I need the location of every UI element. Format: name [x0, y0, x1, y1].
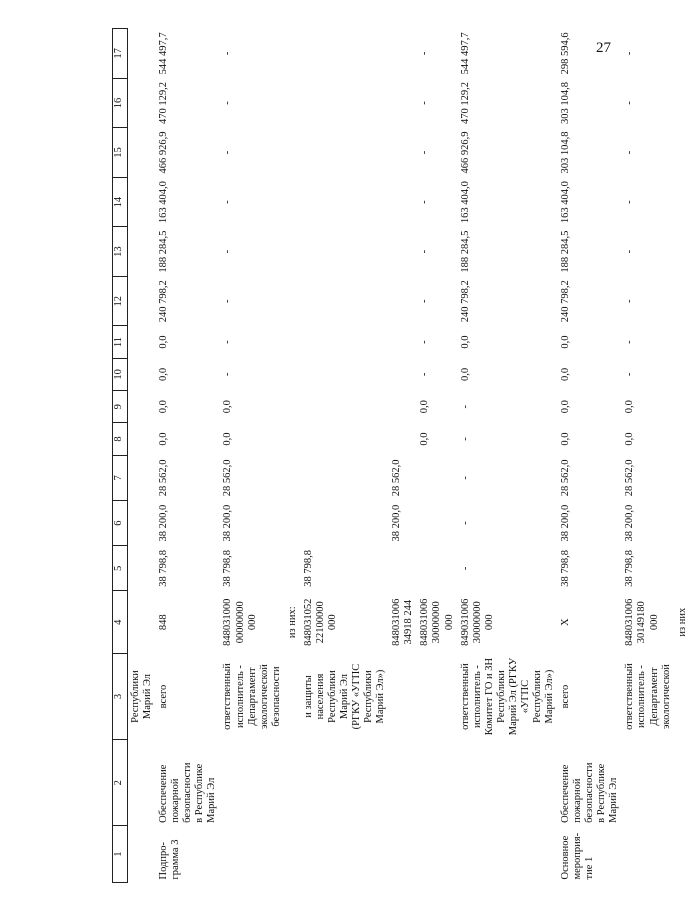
table-cell	[389, 423, 417, 455]
table-cell	[285, 826, 301, 883]
table-cell: X	[560, 618, 572, 626]
table-cell: и защиты населения Республики Марий Эл (РГКУ «УГПС Республики Марий Эл»)	[302, 663, 387, 730]
table-row	[389, 29, 417, 883]
table-cell	[128, 177, 157, 227]
table-cell: -	[419, 200, 431, 204]
table-cell	[675, 78, 691, 128]
table-cell: -	[459, 521, 471, 525]
column-header: 7	[113, 455, 128, 500]
table-cell	[301, 358, 389, 390]
table-cell: 38 798,8	[560, 549, 572, 587]
column-header: 6	[113, 500, 128, 545]
table-cell: 0,0	[624, 400, 636, 414]
table-cell	[301, 227, 389, 277]
table-cell: 848	[158, 614, 170, 631]
table-cell	[285, 227, 301, 277]
table-cell: из них	[676, 607, 688, 637]
table-cell: -	[624, 299, 636, 303]
column-header: 10	[113, 358, 128, 390]
table-cell: 0,0	[222, 400, 234, 414]
table-cell: 0,0	[560, 367, 572, 381]
table-cell: 38 798,8	[158, 549, 170, 587]
table-cell	[285, 128, 301, 178]
table-cell	[128, 826, 157, 883]
table-cell: -	[459, 404, 471, 409]
table-cell	[128, 326, 157, 358]
table-row	[675, 29, 691, 883]
table-cell: -	[419, 340, 431, 344]
table-cell	[285, 29, 301, 79]
table-cell	[220, 740, 284, 826]
table-cell: 0,0	[419, 400, 431, 414]
column-header: 13	[113, 227, 128, 277]
column-header: 8	[113, 423, 128, 455]
table-cell: -	[624, 340, 636, 344]
table-cell	[675, 29, 691, 79]
table-cell	[389, 391, 417, 423]
table-cell: -	[624, 150, 636, 155]
column-header: 15	[113, 128, 128, 178]
table-cell	[301, 423, 389, 455]
table-row	[417, 29, 457, 883]
table-cell: -	[419, 372, 431, 377]
table-wrapper	[112, 0, 688, 893]
table-cell: -	[624, 51, 636, 56]
table-cell: 163 404,0	[459, 181, 471, 224]
table-row	[220, 29, 284, 883]
table-cell: 240 798,2	[560, 280, 572, 323]
table-cell: -	[459, 437, 471, 441]
table-cell: Основное мероприя- тие 1	[560, 832, 596, 880]
table-cell	[285, 740, 301, 826]
table-cell	[675, 826, 691, 883]
table-cell: Обеспечение пожарной безопасности в Республике Марий Эл	[158, 762, 218, 823]
table-cell: -	[624, 101, 636, 105]
table-cell	[301, 276, 389, 326]
table-cell	[128, 591, 157, 653]
table-cell	[675, 358, 691, 390]
table-cell: ответственный исполнитель - Департамент экологической	[624, 663, 672, 730]
table-cell: 38 200,0	[158, 504, 170, 542]
table-cell	[301, 78, 389, 128]
table-cell: ответственный исполнитель - Департамент экологической безопасности	[222, 663, 282, 730]
table-cell: всего	[560, 684, 572, 709]
table-cell: 38 798,8	[302, 549, 314, 587]
table-cell: 848031006 30000000 000	[419, 598, 455, 646]
table-cell: 28 562,0	[158, 459, 170, 497]
table-cell: 240 798,2	[158, 280, 170, 323]
table-cell	[128, 227, 157, 277]
column-header: 17	[113, 29, 128, 79]
table-cell	[128, 423, 157, 455]
table-cell: -	[624, 249, 636, 254]
table-cell	[675, 653, 691, 739]
table-cell: Обеспечение пожарной безопасности в Республике Марий Эл	[560, 762, 620, 823]
table-cell	[389, 177, 417, 227]
column-header: 14	[113, 177, 128, 227]
table-cell: 28 562,0	[624, 459, 636, 497]
table-cell	[285, 455, 301, 500]
table-cell: 298 594,6	[560, 32, 572, 75]
table-cell: -	[624, 200, 636, 204]
table-cell: 466 926,9	[158, 131, 170, 174]
table-cell	[675, 455, 691, 500]
table-cell: 38 200,0	[560, 504, 572, 542]
table-cell	[301, 29, 389, 79]
table-cell: -	[222, 150, 234, 155]
table-cell: Подпро- грамма 3	[158, 839, 182, 880]
table-cell	[417, 546, 457, 591]
table-cell: 163 404,0	[158, 181, 170, 224]
table-cell	[128, 276, 157, 326]
table-row	[558, 29, 622, 883]
table-cell	[458, 740, 559, 826]
table-cell: 28 562,0	[222, 459, 234, 497]
table-cell: 0,0	[560, 335, 572, 349]
table-cell	[675, 128, 691, 178]
table-cell: 0,0	[222, 432, 234, 446]
table-cell	[389, 740, 417, 826]
table-cell	[417, 500, 457, 545]
table-cell	[128, 29, 157, 79]
table-cell: 470 129,2	[459, 82, 471, 124]
table-cell	[389, 29, 417, 79]
table-cell: 848031052 22100000 000	[302, 598, 338, 646]
table-cell	[285, 358, 301, 390]
table-cell	[301, 500, 389, 545]
table-cell	[285, 177, 301, 227]
table-cell: 848031006 34918 244	[391, 598, 415, 646]
budget-table	[112, 28, 691, 883]
table-cell: 28 562,0	[560, 459, 572, 497]
table-cell	[458, 826, 559, 883]
table-cell	[301, 177, 389, 227]
table-cell	[128, 128, 157, 178]
column-header: 2	[113, 740, 128, 826]
table-cell	[301, 740, 389, 826]
table-cell: -	[222, 51, 234, 56]
column-header: 4	[113, 591, 128, 653]
table-cell	[675, 423, 691, 455]
table-cell: -	[222, 200, 234, 204]
table-cell	[128, 740, 157, 826]
table-cell: -	[419, 51, 431, 56]
table-cell: -	[459, 476, 471, 480]
column-header: 3	[113, 653, 128, 739]
table-cell	[389, 78, 417, 128]
table-cell	[389, 276, 417, 326]
table-cell: 163 404,0	[560, 181, 572, 224]
table-cell: -	[419, 249, 431, 254]
table-cell	[285, 423, 301, 455]
table-cell: ответственный исполнитель - Комитет ГО и ЗН Республики Марий Эл (РГКУ «УГПС Республики Марий Эл»)	[459, 657, 555, 736]
table-cell: из них:	[286, 606, 298, 639]
table-cell: -	[419, 299, 431, 303]
table-cell: 848031006 30149180 000	[624, 598, 660, 646]
table-row	[622, 29, 674, 883]
table-cell	[285, 78, 301, 128]
table-cell: 0,0	[560, 432, 572, 446]
table-cell: -	[419, 150, 431, 155]
table-cell: -	[222, 299, 234, 303]
table-cell	[389, 128, 417, 178]
table-cell	[128, 358, 157, 390]
column-header: 11	[113, 326, 128, 358]
table-cell: 466 926,9	[459, 131, 471, 174]
table-cell: 544 497,7	[158, 32, 170, 75]
table-cell	[301, 391, 389, 423]
table-cell: 38 200,0	[222, 504, 234, 542]
table-cell: 848031000 00000000 000	[222, 598, 258, 646]
table-cell	[285, 546, 301, 591]
table-cell: -	[222, 101, 234, 105]
table-cell: -	[624, 372, 636, 377]
table-cell	[301, 128, 389, 178]
table-cell: 303 104,8	[560, 82, 572, 124]
table-cell: -	[419, 101, 431, 105]
table-cell: 849031006 30000000 000	[459, 598, 495, 646]
table-cell: 0,0	[158, 400, 170, 414]
table-cell: 303 104,8	[560, 131, 572, 174]
table-cell: -	[222, 372, 234, 377]
table-cell: 0,0	[560, 400, 572, 414]
table-cell: 0,0	[158, 335, 170, 349]
table-cell	[301, 455, 389, 500]
table-cell: 28 562,0	[391, 459, 403, 497]
header-row	[113, 29, 128, 883]
table-cell	[220, 826, 284, 883]
table-cell: 38 798,8	[624, 549, 636, 587]
table-cell	[301, 326, 389, 358]
table-cell: -	[222, 249, 234, 254]
table-cell	[285, 653, 301, 739]
table-cell	[622, 826, 674, 883]
table-cell: 38 200,0	[624, 504, 636, 542]
column-header: 5	[113, 546, 128, 591]
table-cell: 0,0	[459, 367, 471, 381]
table-cell: 0,0	[419, 432, 431, 446]
table-cell	[675, 177, 691, 227]
table-cell	[675, 740, 691, 826]
table-cell: Республики Марий Эл	[130, 670, 154, 723]
column-header: 9	[113, 391, 128, 423]
table-cell	[128, 500, 157, 545]
table-cell: 38 798,8	[222, 549, 234, 587]
table-cell	[285, 276, 301, 326]
table-cell	[285, 500, 301, 545]
table-row	[156, 29, 220, 883]
table-cell	[389, 826, 417, 883]
table-cell: 0,0	[158, 432, 170, 446]
table-cell	[675, 326, 691, 358]
table-cell	[301, 826, 389, 883]
table-cell	[128, 546, 157, 591]
table-cell	[417, 740, 457, 826]
table-cell	[675, 391, 691, 423]
table-cell	[389, 653, 417, 739]
table-cell	[285, 391, 301, 423]
table-cell	[128, 78, 157, 128]
table-row	[285, 29, 301, 883]
table-cell: 240 798,2	[459, 280, 471, 323]
table-cell	[389, 358, 417, 390]
table-cell: -	[222, 340, 234, 344]
table-cell	[285, 326, 301, 358]
table-cell: -	[459, 566, 471, 571]
table-cell	[675, 276, 691, 326]
table-cell	[675, 500, 691, 545]
table-cell: 188 284,5	[158, 230, 170, 273]
table-row	[128, 29, 157, 883]
table-cell	[128, 455, 157, 500]
column-header: 1	[113, 826, 128, 883]
table-cell	[675, 546, 691, 591]
table-cell: 470 129,2	[158, 82, 170, 124]
table-cell: 0,0	[459, 335, 471, 349]
table-cell: 188 284,5	[459, 230, 471, 273]
table-cell	[128, 391, 157, 423]
table-cell	[675, 227, 691, 277]
page-number: 27	[596, 40, 611, 56]
column-header: 16	[113, 78, 128, 128]
table-cell: 0,0	[624, 432, 636, 446]
table-cell: 188 284,5	[560, 230, 572, 273]
table-cell	[622, 740, 674, 826]
table-cell	[417, 653, 457, 739]
table-row	[301, 29, 389, 883]
table-cell	[389, 227, 417, 277]
table-cell: всего	[158, 684, 170, 709]
table-cell	[417, 455, 457, 500]
table-cell: 544 497,7	[459, 32, 471, 75]
table-cell	[389, 326, 417, 358]
table-cell	[389, 546, 417, 591]
table-cell	[417, 826, 457, 883]
table-cell: 0,0	[158, 367, 170, 381]
column-header: 12	[113, 276, 128, 326]
table-row	[458, 29, 559, 883]
table-cell: 38 200,0	[391, 504, 403, 542]
